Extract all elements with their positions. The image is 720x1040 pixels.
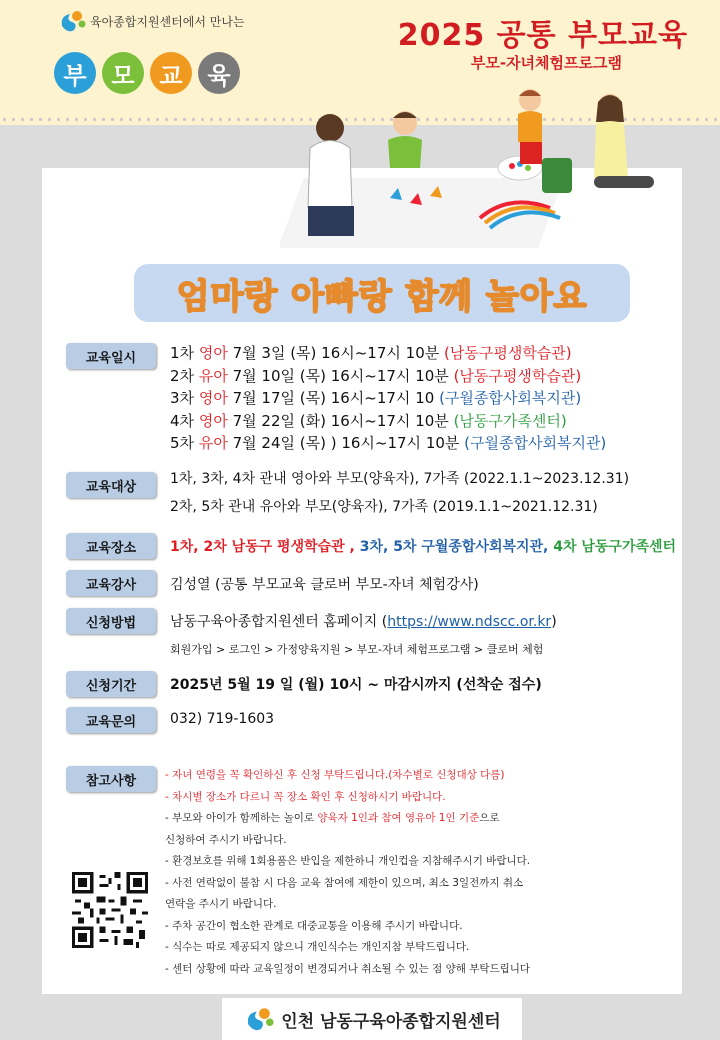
lecturer-row <box>66 570 156 596</box>
circle-char-1: 부 <box>54 52 96 94</box>
note-item: 연락을 주시기 바랍니다. <box>165 898 277 910</box>
note-item: - 환경보호를 위해 1회용품은 반입을 제한하니 개인컵을 지참해주시기 바랍니다. <box>165 855 531 867</box>
circle-char-2: 모 <box>102 52 144 94</box>
period-value: 2025년 5월 19 일 (월) 10시 ~ 마감시까지 (선착순 접수) <box>170 677 542 693</box>
footer-brand <box>222 998 522 1040</box>
theme-banner <box>134 264 630 322</box>
apply-row <box>66 608 156 634</box>
period-label: 신청기간 <box>66 671 156 697</box>
apply-path: 회원가입 > 로그인 > 가정양육지원 > 부모-자녀 체험프로그램 > 클로버 체험 <box>170 643 544 656</box>
schedule-label: 교육일시 <box>66 343 156 369</box>
homepage-link[interactable]: https://www.ndscc.or.kr <box>387 614 552 630</box>
header-logo <box>58 8 245 34</box>
target-label: 교육대상 <box>66 472 156 498</box>
contact-value: 032) 719-1603 <box>170 711 275 727</box>
schedule-list <box>170 342 606 455</box>
note-item: - 부모와 아이가 함께하는 놀이로 양육자 1인과 참여 영유아 1인 기준으로 <box>165 812 500 824</box>
apply-label: 신청방법 <box>66 608 156 634</box>
lecturer-label: 교육강사 <box>66 570 156 596</box>
place-value: 1차, 2차 남동구 평생학습관 , 3차, 5차 구월종합사회복지관, 4차 남동구가족센터 <box>170 539 677 555</box>
note-item: - 차시별 장소가 다르니 꼭 장소 확인 후 신청하시기 바랍니다. <box>165 790 446 803</box>
schedule-item: 5차 유아 7월 24일 (목) ) 16시~17시 10분 (구월종합사회복지관) <box>170 434 607 452</box>
schedule-item: 4차 영아 7월 22일 (화) 16시~17시 10분 (남동구가족센터) <box>170 411 567 430</box>
footer-center-name: 인천 남동구육아종합지원센터 <box>281 1011 501 1032</box>
lecturer-value: 김성열 (공통 부모교육 클로버 부모-자녀 체험강사) <box>170 577 479 593</box>
notes-list <box>165 765 530 980</box>
center-logo-icon <box>58 8 86 34</box>
schedule-item: 3차 영아 7월 17일 (목) 16시~17시 10 (구월종합사회복지관) <box>170 389 582 407</box>
schedule-row <box>66 343 156 369</box>
qr-code-icon[interactable] <box>72 872 148 948</box>
schedule-item: 2차 유아 7월 10일 (목) 16시~17시 10분 (남동구평생학습관) <box>170 366 582 385</box>
target-line-2: 2차, 5차 관내 유아와 부모(양육자), 7가족 (2019.1.1~2021.12.31) <box>170 499 598 515</box>
note-item: - 사전 연락없이 불참 시 다음 교육 참여에 제한이 있으며, 최소 3일전까지 취소 <box>165 876 524 889</box>
schedule-item: 1차 영아 7월 3일 (목) 16시~17시 10분 (남동구평생학습관) <box>170 344 572 362</box>
circle-char-3: 교 <box>150 52 192 94</box>
notes-label: 참고사항 <box>66 766 156 792</box>
period-row <box>66 671 156 697</box>
target-row <box>66 472 156 498</box>
circle-char-4: 육 <box>198 52 240 94</box>
parent-education-circles <box>54 52 240 94</box>
place-row <box>66 533 156 559</box>
place-label: 교육장소 <box>66 533 156 559</box>
note-item: - 주차 공간이 협소한 관계로 대중교통을 이용해 주시기 바랍니다. <box>165 919 463 932</box>
contact-label: 교육문의 <box>66 707 156 733</box>
target-line-1: 1차, 3차, 4차 관내 영아와 부모(양육자), 7가족 (2022.1.1~2023.12.31) <box>170 471 630 487</box>
contact-row <box>66 707 156 733</box>
family-painting-illustration <box>280 78 690 258</box>
page-title: 2025 공통 부모교육 <box>397 18 688 53</box>
center-logo-icon <box>243 1005 275 1033</box>
apply-value: 남동구육아종합지원센터 홈페이지 (https://www.ndscc.or.kr) <box>170 614 557 630</box>
theme-banner-text: 엄마랑 아빠랑 함께 놀아요 <box>176 276 588 317</box>
note-item: - 센터 상황에 따라 교육일정이 변경되거나 취소될 수 있는 점 양해 부탁드립니다 <box>165 962 531 975</box>
page-subtitle: 부모-자녀체험프로그램 <box>470 54 622 72</box>
note-item: - 식수는 따로 제공되지 않으니 개인식수는 개인지참 부탁드립니다. <box>165 941 470 953</box>
notes-row <box>66 766 156 792</box>
note-item: 신청하여 주시기 바랍니다. <box>165 833 287 846</box>
header-tagline: 육아종합지원센터에서 만나는 <box>90 14 245 29</box>
note-item: - 자녀 연령을 꼭 확인하신 후 신청 부탁드립니다.(차수별로 신청대상 다름) <box>165 769 505 781</box>
